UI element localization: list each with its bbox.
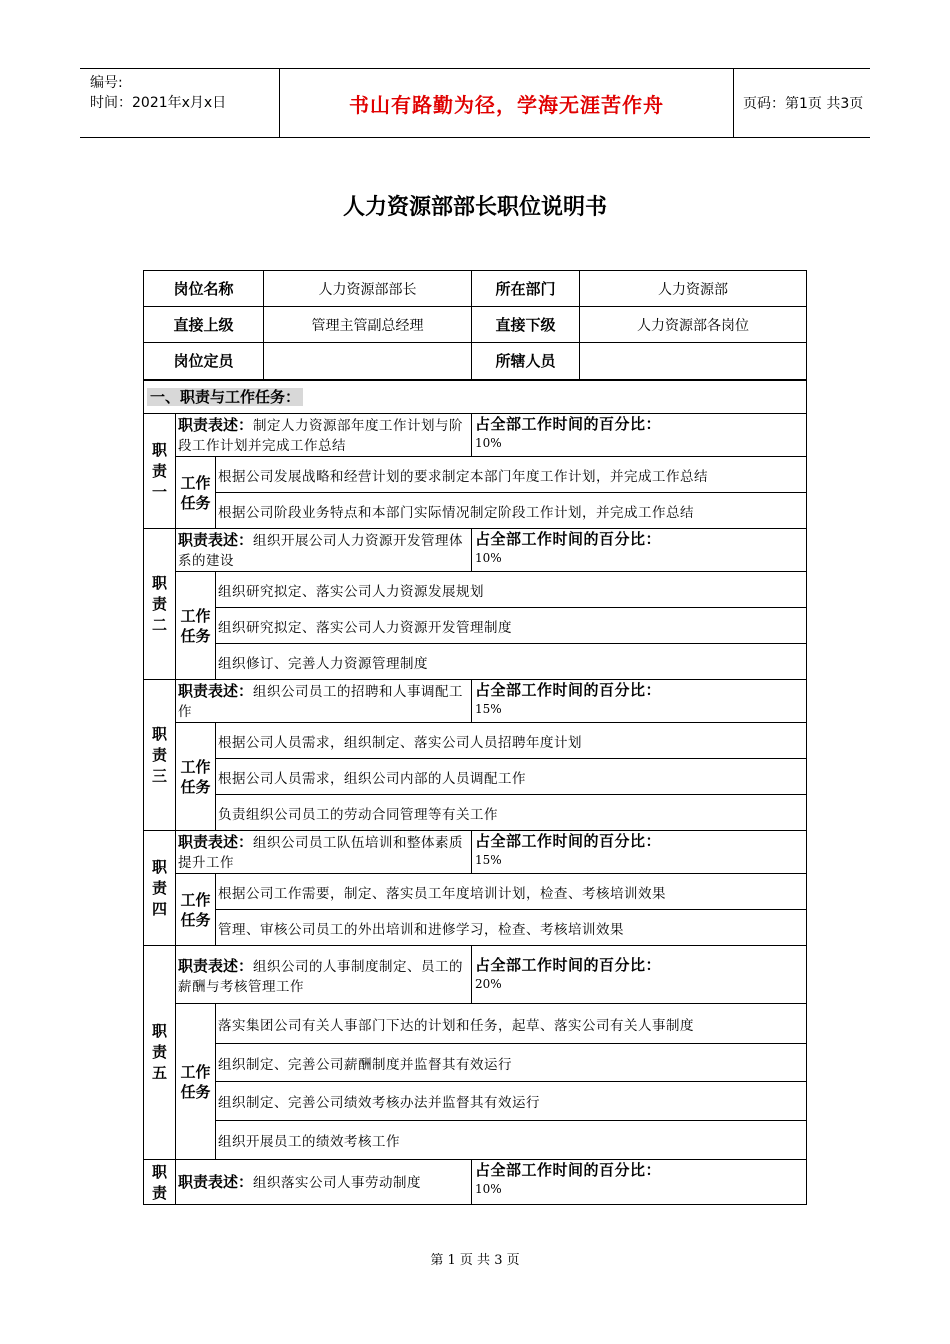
duty-desc-row [144, 831, 807, 874]
post-name-label: 岗位名称 [144, 271, 264, 307]
task-item: 组织制定、完善公司薪酬制度并监督其有效运行 [216, 1044, 807, 1082]
duty-desc-row [144, 414, 807, 457]
time-percentage: 占全部工作时间的百分比： 15% [472, 680, 807, 723]
task-row [144, 644, 807, 680]
superior-value: 管理主管副总经理 [264, 307, 472, 343]
task-label: 工作 任务 [176, 572, 216, 680]
task-item: 根据公司阶段业务特点和本部门实际情况制定阶段工作计划，并完成工作总结 [216, 493, 807, 529]
time-percentage: 占全部工作时间的百分比： 10% [472, 1160, 807, 1205]
page-footer: 第 1 页 共 3 页 [430, 1253, 520, 1268]
duty-desc-row [144, 946, 807, 1004]
document-title: 人力资源部部长职位说明书 [342, 195, 607, 220]
duty-number: 职 责 一 [144, 414, 176, 529]
subordinate-label: 直接下级 [472, 307, 580, 343]
section-row [144, 380, 807, 414]
dept-label: 所在部门 [472, 271, 580, 307]
task-row [144, 1121, 807, 1160]
quota-value [264, 343, 472, 380]
subordinate-value: 人力资源部各岗位 [580, 307, 807, 343]
task-item: 根据公司人员需求，组织制定、落实公司人员招聘年度计划 [216, 723, 807, 759]
task-row [144, 1044, 807, 1082]
duty-description: 职责表述：组织公司员工队伍培训和整体素质提升工作 [176, 831, 472, 874]
task-row [144, 759, 807, 795]
task-label: 工作 任务 [176, 457, 216, 529]
page-header [80, 68, 870, 138]
task-item: 组织开展员工的绩效考核工作 [216, 1121, 807, 1160]
task-label: 工作 任务 [176, 874, 216, 946]
task-row [144, 1004, 807, 1044]
time-label: 时间：2021年x月x日 [90, 95, 227, 111]
task-item: 根据公司人员需求，组织公司内部的人员调配工作 [216, 759, 807, 795]
task-row [144, 1082, 807, 1121]
staff-value [580, 343, 807, 380]
task-item: 组织研究拟定、落实公司人力资源开发管理制度 [216, 608, 807, 644]
task-row [144, 572, 807, 608]
page-number: 页码：第1页 共3页 [743, 96, 864, 112]
duty-description: 职责表述：制定人力资源部年度工作计划与阶段工作计划并完成工作总结 [176, 414, 472, 457]
number-label: 编号: [90, 75, 123, 91]
duty-desc-row [144, 680, 807, 723]
task-label: 工作 任务 [176, 1004, 216, 1160]
task-item: 管理、审核公司员工的外出培训和进修学习，检查、考核培训效果 [216, 910, 807, 946]
superior-label: 直接上级 [144, 307, 264, 343]
info-row [144, 307, 807, 343]
info-row [144, 343, 807, 380]
duty-description: 职责表述：组织落实公司人事劳动制度 [176, 1160, 472, 1205]
post-name-value: 人力资源部部长 [264, 271, 472, 307]
duty-description: 职责表述：组织公司的人事制度制定、员工的薪酬与考核管理工作 [176, 946, 472, 1004]
task-row [144, 608, 807, 644]
info-row [144, 271, 807, 307]
quota-label: 岗位定员 [144, 343, 264, 380]
task-item: 落实集团公司有关人事部门下达的计划和任务，起草、落实公司有关人事制度 [216, 1004, 807, 1044]
section-title: 一、职责与工作任务： [147, 388, 303, 406]
dept-value: 人力资源部 [580, 271, 807, 307]
duty-number: 职 责 二 [144, 529, 176, 680]
task-item: 根据公司发展战略和经营计划的要求制定本部门年度工作计划，并完成工作总结 [216, 457, 807, 493]
duty-description: 职责表述：组织开展公司人力资源开发管理体系的建设 [176, 529, 472, 572]
job-description-table [143, 270, 807, 1205]
task-row [144, 795, 807, 831]
duty-number: 职 责 五 [144, 946, 176, 1160]
motto: 书山有路勤为径，学海无涯苦作舟 [280, 69, 734, 137]
time-percentage: 占全部工作时间的百分比： 20% [472, 946, 807, 1004]
task-row [144, 457, 807, 493]
duty-description: 职责表述：组织公司员工的招聘和人事调配工作 [176, 680, 472, 723]
task-row [144, 723, 807, 759]
time-percentage: 占全部工作时间的百分比： 10% [472, 529, 807, 572]
task-row [144, 910, 807, 946]
time-percentage: 占全部工作时间的百分比： 15% [472, 831, 807, 874]
header-meta [80, 69, 280, 137]
duty-number: 职 责 三 [144, 680, 176, 831]
task-row [144, 493, 807, 529]
task-item: 组织研究拟定、落实公司人力资源发展规划 [216, 572, 807, 608]
task-item: 根据公司工作需要，制定、落实员工年度培训计划，检查、考核培训效果 [216, 874, 807, 910]
task-item: 组织修订、完善人力资源管理制度 [216, 644, 807, 680]
task-label: 工作 任务 [176, 723, 216, 831]
duty-desc-row [144, 529, 807, 572]
staff-label: 所辖人员 [472, 343, 580, 380]
duty-number: 职 责 [144, 1160, 176, 1205]
duty-desc-row [144, 1160, 807, 1205]
task-item: 负责组织公司员工的劳动合同管理等有关工作 [216, 795, 807, 831]
time-percentage: 占全部工作时间的百分比： 10% [472, 414, 807, 457]
duty-number: 职 责 四 [144, 831, 176, 946]
task-row [144, 874, 807, 910]
task-item: 组织制定、完善公司绩效考核办法并监督其有效运行 [216, 1082, 807, 1121]
